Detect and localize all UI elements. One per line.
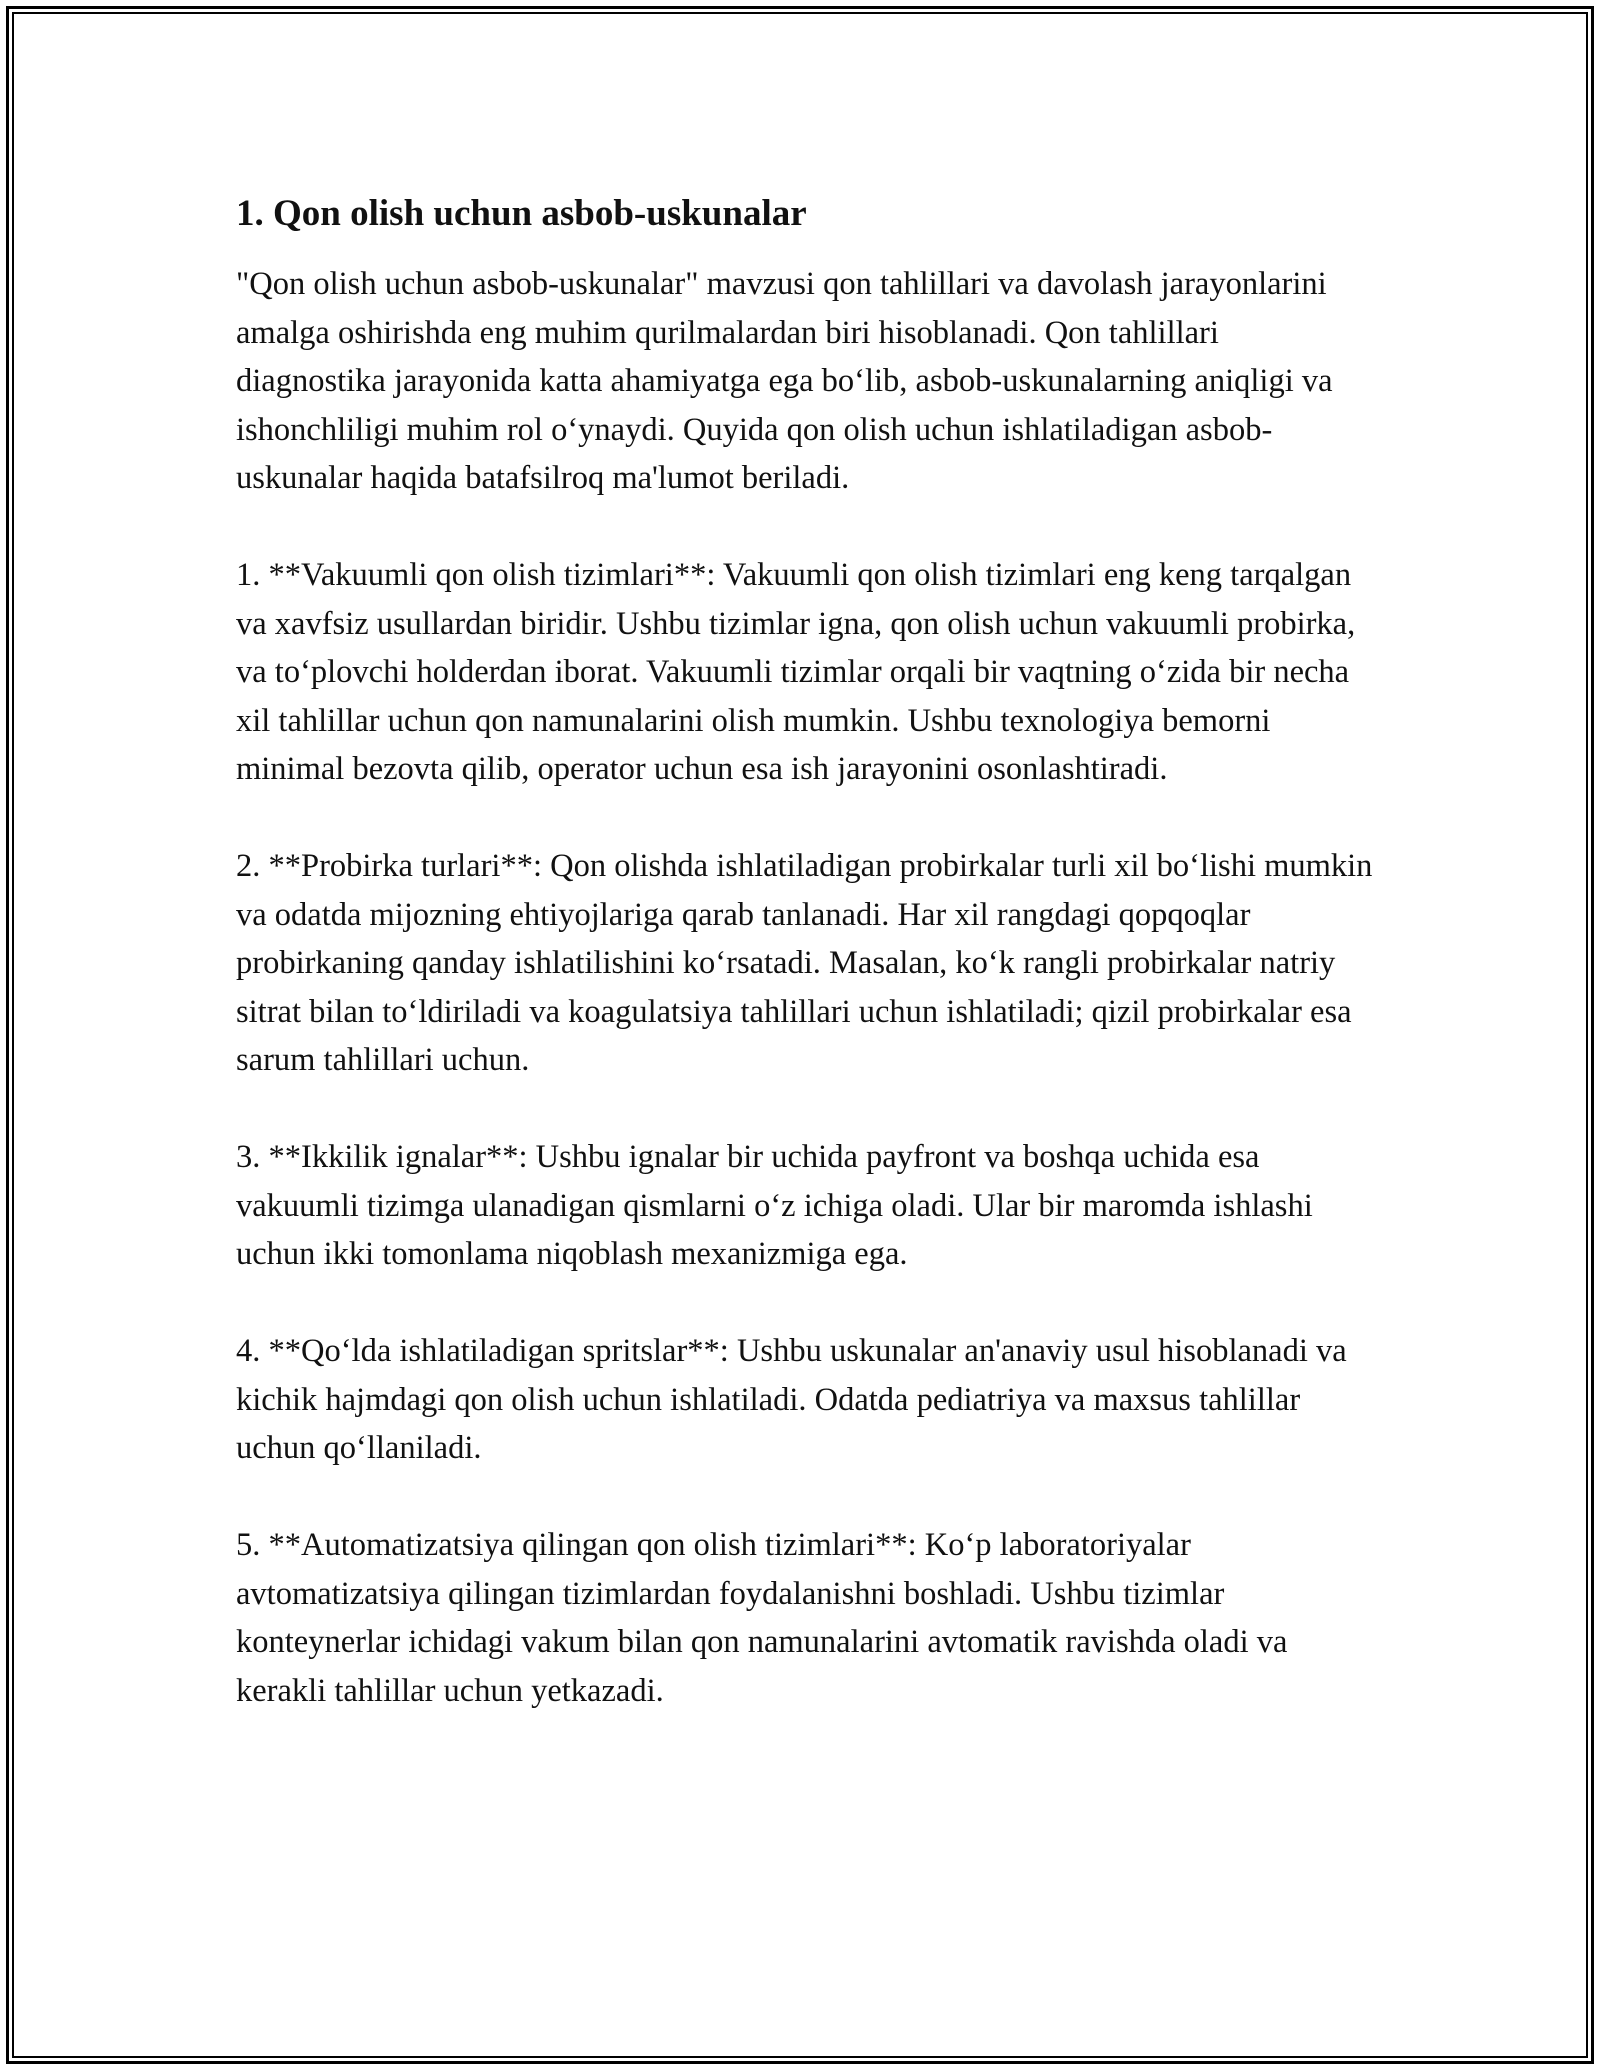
item-ikkilik-ignalar-paragraph: 3. **Ikkilik ignalar**: Ushbu ignalar bir uchida payfront va boshqa uchida esa vakuumli tizimga ulanadigan qismlarni o‘z ichiga oladi. Ular bir maromda ishlashi uchun ikki tomonlama niqoblash mexanizmiga ega. <box>236 1139 1313 1272</box>
item-spritslar-paragraph: 4. **Qo‘lda ishlatiladigan spritslar**: Ushbu uskunalar an'anaviy usul hisoblanadi va kichik hajmdagi qon olish uchun ishlatiladi. Odatda pediatriya va maxsus tahlillar uchun qo‘llaniladi. <box>236 1333 1347 1466</box>
intro-paragraph: "Qon olish uchun asbob-uskunalar" mavzusi qon tahlillari va davolash jarayonlarini amalga oshirishda eng muhim qurilmalardan biri hisoblanadi. Qon tahlillari diagnostika jarayonida katta ahamiyatga ega bo‘lib, asbob-uskunalarning aniqligi va ishonchliligi muhim rol o‘ynaydi. Quyida qon olish uchun ishlatiladigan asbob-uskunalar haqida batafsilroq ma'lumot beriladi. <box>236 266 1333 496</box>
document-body <box>236 186 1376 1715</box>
item-vakuumli-paragraph: 1. **Vakuumli qon olish tizimlari**: Vakuumli qon olish tizimlari eng keng tarqalgan va xavfsiz usullardan biridir. Ushbu tizimlar igna, qon olish uchun vakuumli probirka, va to‘plovchi holderdan iborat. Vakuumli tizimlar orqali bir vaqtning o‘zida bir necha xil tahlillar uchun qon namunalarini olish mumkin. Ushbu texnologiya bemorni minimal bezovta qilib, operator uchun esa ish jarayonini osonlashtiradi. <box>236 557 1356 787</box>
item-automatizatsiya-paragraph: 5. **Automatizatsiya qilingan qon olish tizimlari**: Ko‘p laboratoriyalar avtomatizatsiya qilingan tizimlardan foydalanishni boshladi. Ushbu tizimlar konteynerlar ichidagi vakum bilan qon namunalarini avtomatik ravishda oladi va kerakli tahlillar uchun yetkazadi. <box>236 1527 1288 1709</box>
item-probirka-paragraph: 2. **Probirka turlari**: Qon olishda ishlatiladigan probirkalar turli xil bo‘lishi mumkin va odatda mijozning ehtiyojlariga qarab tanlanadi. Har xil rangdagi qopqoqlar probirkaning qanday ishlatilishini ko‘rsatadi. Masalan, ko‘k rangli probirkalar natriy sitrat bilan to‘ldiriladi va koagulatsiya tahlillari uchun ishlatiladi; qizil probirkalar esa sarum tahlillari uchun. <box>236 848 1373 1078</box>
section-heading: 1. Qon olish uchun asbob-uskunalar <box>236 193 807 234</box>
